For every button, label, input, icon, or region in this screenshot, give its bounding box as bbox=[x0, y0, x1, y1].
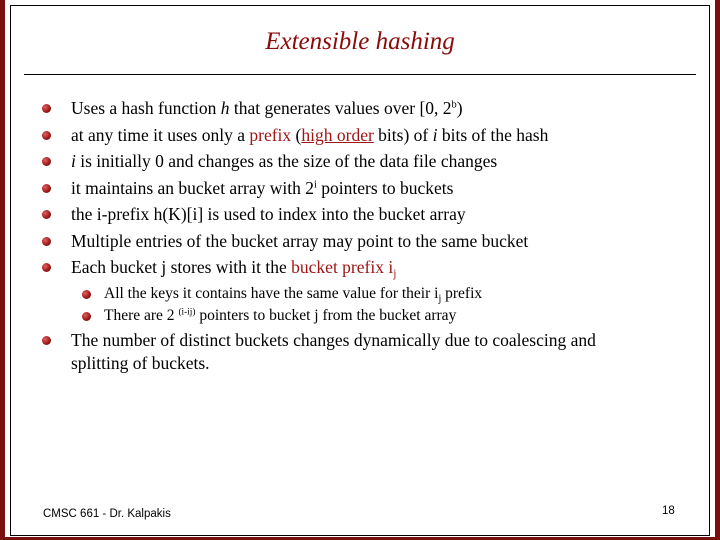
prefix-term: prefix bbox=[249, 124, 292, 145]
bullet-dot-icon bbox=[42, 157, 51, 166]
bullet-item-4: it maintains an bucket array with 2$^i$ pointers to buckets bbox=[42, 175, 692, 202]
bullet-dot-icon bbox=[42, 237, 51, 246]
bullet-dot-icon bbox=[82, 312, 91, 321]
slide-title: Extensible hashing bbox=[265, 28, 455, 55]
bullet-item-8: The number of distinct buckets changes dynamically due to coalescing and splitting of buckets. bbox=[42, 329, 692, 375]
bullet-item-7: Each bucket j stores with it the bucket prefix $i_j$ bbox=[42, 254, 692, 281]
bullet-dot-icon bbox=[82, 290, 91, 299]
bullet-item-5: the i-prefix h(K)[i] is used to index into the bucket array bbox=[42, 201, 692, 228]
bullet-dot-icon bbox=[42, 184, 51, 193]
bullet-item-6: Multiple entries of the bucket array may point to the same bucket bbox=[42, 228, 692, 255]
page-number: 18 bbox=[662, 505, 675, 517]
bullet-dot-icon bbox=[42, 131, 51, 140]
bullet-dot-icon bbox=[42, 210, 51, 219]
title-divider bbox=[24, 74, 696, 75]
bullet-item-1: Uses a hash function h that generates values over [0, 2$^b$) bbox=[42, 95, 692, 122]
bullet-item-2: at any time it uses only a prefix (high order bits) of i bits of the hash bbox=[42, 122, 692, 149]
bullet-dot-icon bbox=[42, 336, 51, 345]
bullet-dot-icon bbox=[42, 104, 51, 113]
subbullet-item-2: There are 2 $^{(i-ij)}$ pointers to bucket j from the bucket array bbox=[42, 305, 692, 327]
bullet-dot-icon bbox=[42, 263, 51, 272]
subbullet-item-1: All the keys it contains have the same value for their $i_j$ prefix bbox=[42, 283, 692, 305]
right-border bbox=[715, 0, 720, 540]
bucket-prefix-term: bucket prefix $i_j$ bbox=[291, 257, 397, 280]
high-order-term: high order bbox=[301, 124, 374, 145]
footer-course: CMSC 661 - Dr. Kalpakis bbox=[43, 508, 171, 520]
bullet-list bbox=[42, 95, 692, 375]
bullet-item-3: i is initially 0 and changes as the size of the data file changes bbox=[42, 148, 692, 175]
left-border bbox=[0, 0, 5, 540]
